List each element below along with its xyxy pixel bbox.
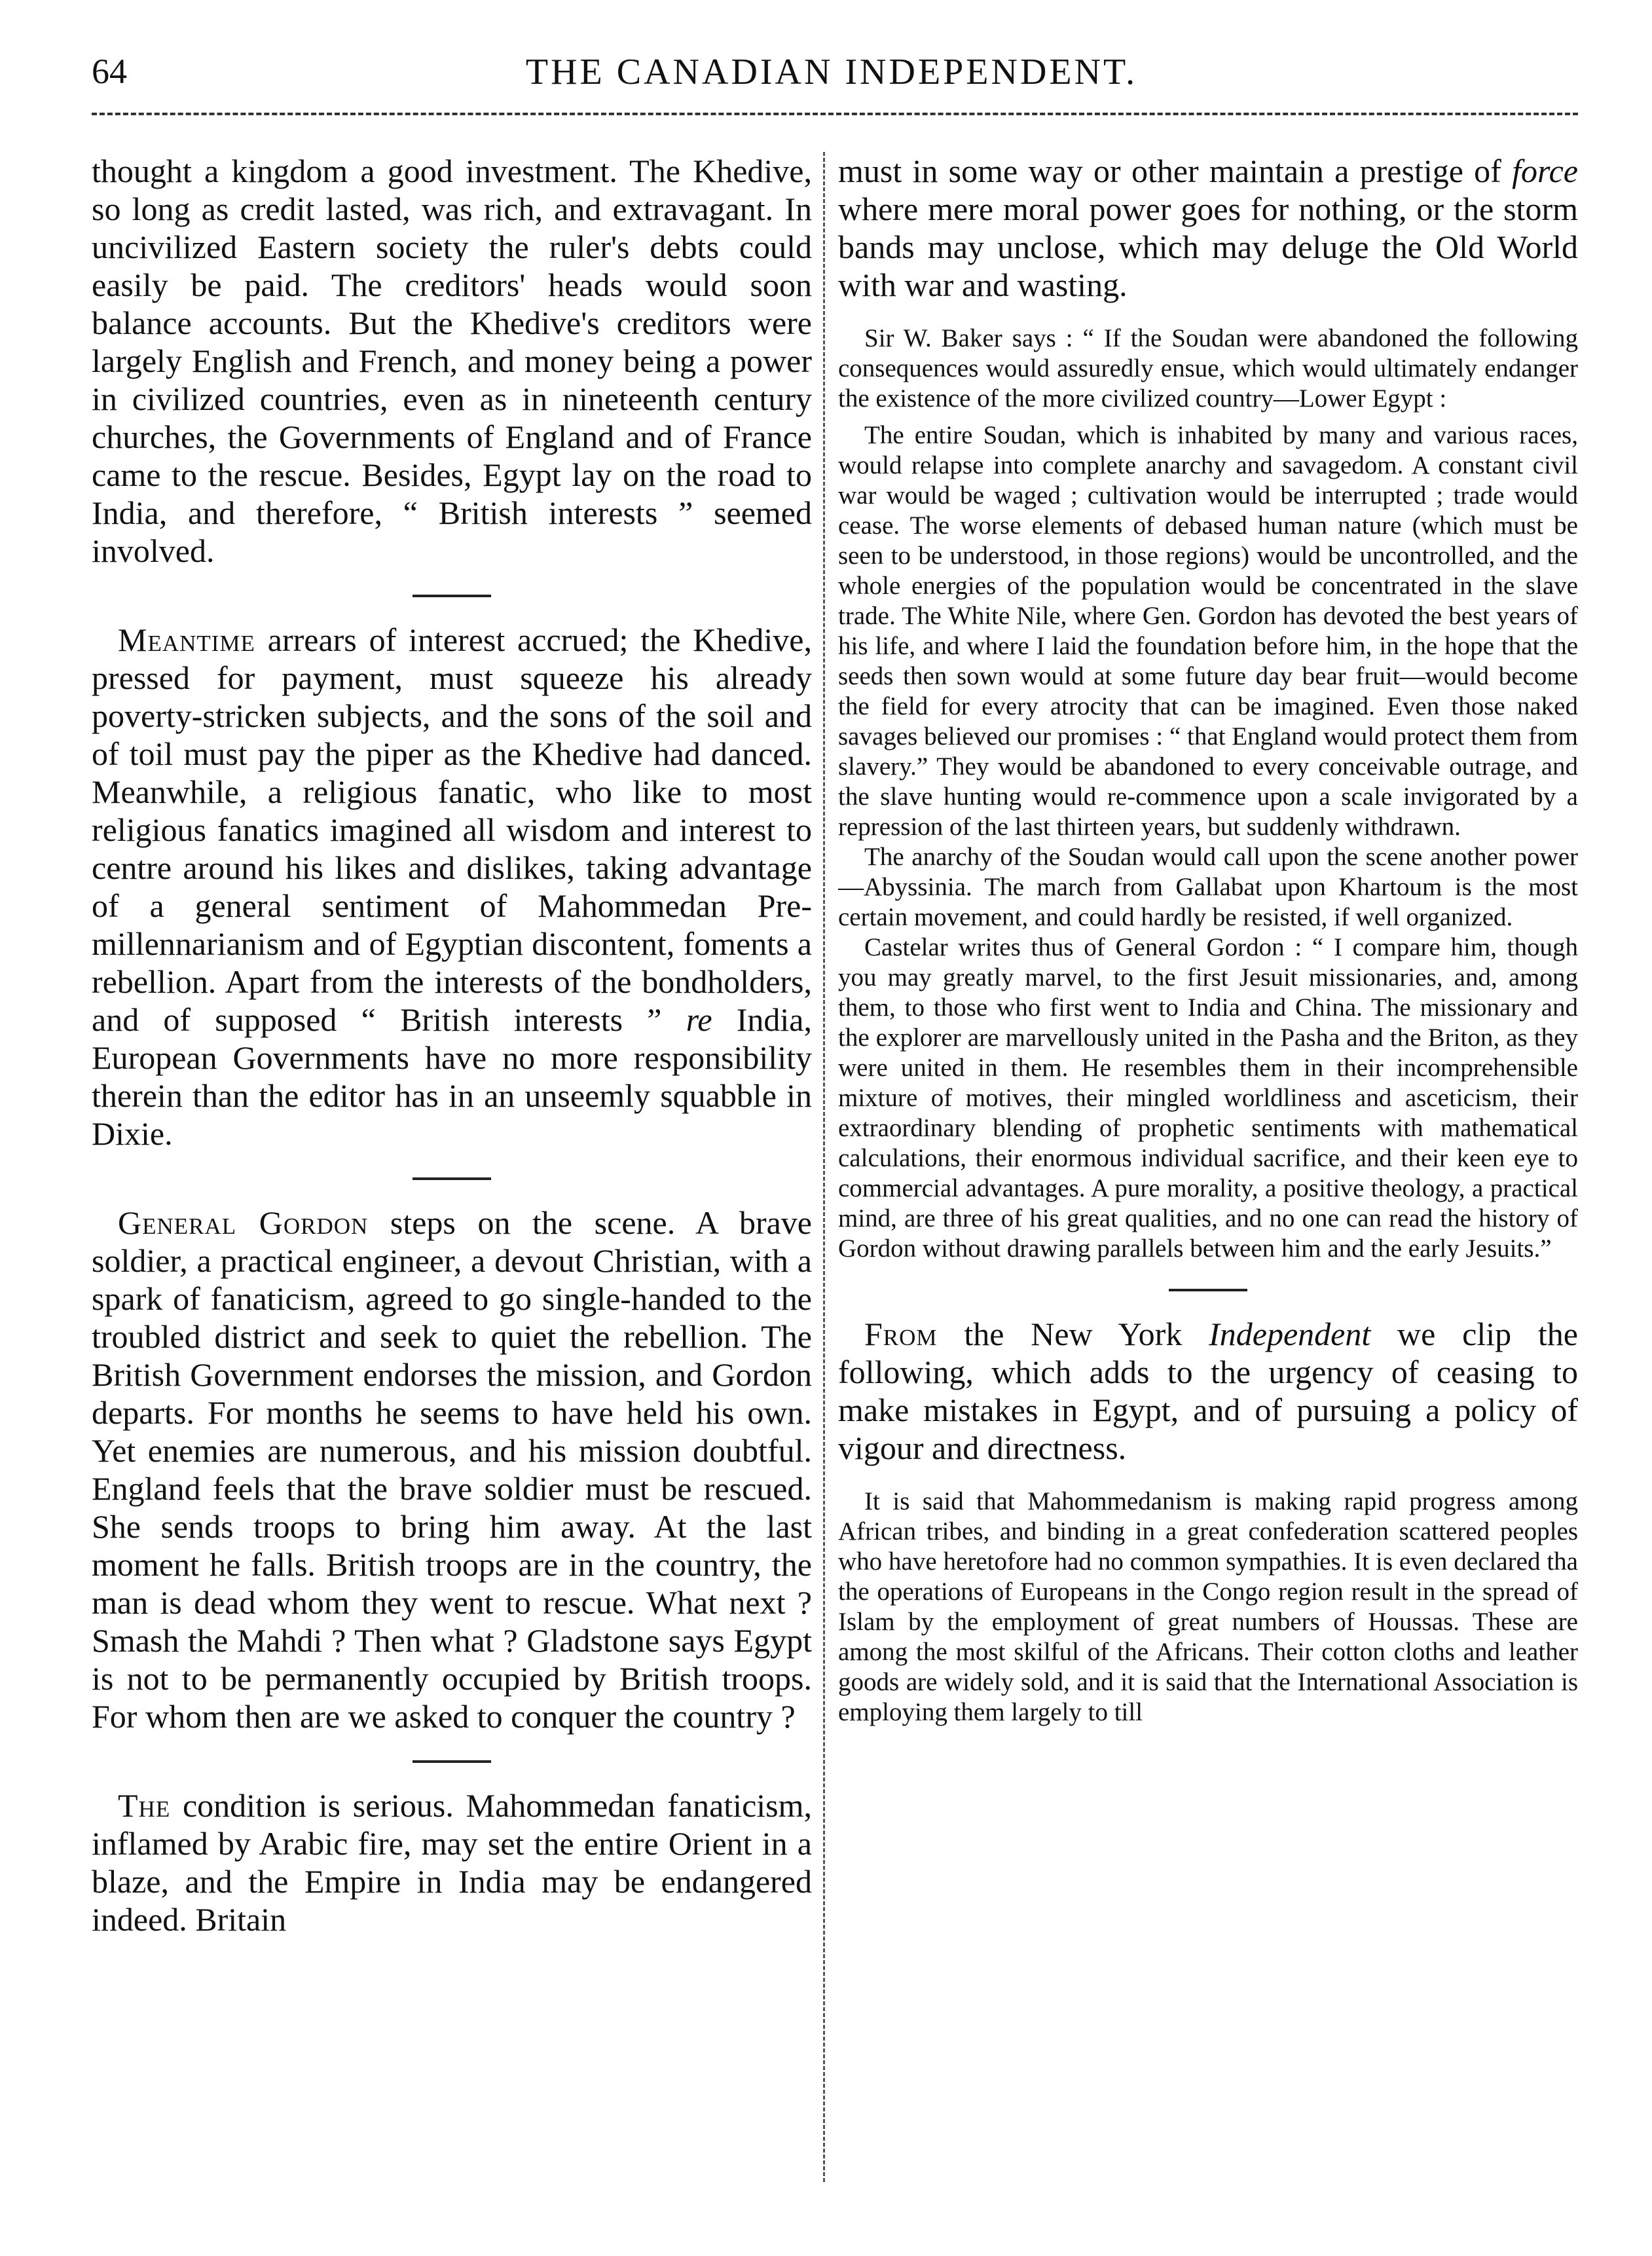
section-separator xyxy=(1169,1289,1247,1291)
spacer xyxy=(838,1467,1578,1487)
left-paragraph-3 xyxy=(92,1204,812,1735)
left-column xyxy=(92,152,812,2215)
left-paragraph-2 xyxy=(92,621,812,1153)
quote-paragraph-3: The anarchy of the Soudan would call upon the scene another power—Abyssinia. The march from Gallabat upon Khartoum is the most certain movement, and could hardly be resisted, if well organized. xyxy=(838,843,1578,931)
section-separator xyxy=(413,1760,491,1763)
right-column xyxy=(838,152,1578,2215)
paragraph-text: arrears of interest accrued; the Khedive, pressed for payment, must squeeze his already poverty-stricken subjects, and the sons of the soil and of toil must pay the piper as the Khedive had danced. Meanwhile, a religious fanatic, who like to most religious fanatics imagined all wisdom and interest to centre around his likes and dislikes, taking advantage of a general sentiment of Mahommedan Pre-millennarianism and of Egyptian discontent, foments a rebellion. Apart from the interests of the bondholders, and of supposed “ British interests ” xyxy=(92,621,812,1038)
page-number: 64 xyxy=(92,52,127,91)
section-separator xyxy=(413,595,491,597)
italic-word: re xyxy=(686,1001,712,1038)
left-paragraph-1: thought a kingdom a good investment. The Khedive, so long as credit lasted, was rich, and extravagant. In uncivilized Eastern society the ruler's debts could easily be paid. The creditors' heads would soon balance accounts. But the Khedive's creditors were largely English and French, and money being a power in civilized countries, even as in nineteenth century churches, the Governments of England and of France came to the rescue. Besides, Egypt lay on the road to India, and therefore, “ British interests ” seemed involved. xyxy=(92,153,812,569)
page-header xyxy=(85,46,1578,98)
running-head: THE CANADIAN INDEPENDENT. xyxy=(525,52,1138,92)
section-separator xyxy=(413,1177,491,1180)
italic-word: Independent xyxy=(1209,1316,1371,1352)
right-paragraph-2 xyxy=(838,1315,1578,1467)
spacer xyxy=(838,304,1578,324)
paragraph-text: steps on the scene. A brave soldier, a practical engineer, a devout Christian, with a spark of fanaticism, agreed to go single-handed to the troubled district and seek to quiet the rebellion. The British Government endorses the mission, and Gordon departs. For months he seems to have held his own. Yet enemies are numerous, and his mission doubtful. England feels that the brave soldier must be rescued. She sends troops to bring him away. At the last moment he falls. British troops are in the country, the man is dead whom they went to rescue. What next ? Smash the Mahdi ? Then what ? Gladstone says Egypt is not to be permanently occupied by British troops. For whom then are we asked to conquer the country ? xyxy=(92,1204,812,1735)
lead-word: The xyxy=(118,1787,171,1824)
quote-paragraph-5: It is said that Mahommedanism is making rapid progress among African tribes, and binding in a great confederation scattered peoples who have heretofore had no common sympathies. It is even declared tha the operations of Europeans in the Congo region result in the spread of Islam by the employment of great numbers of Houssas. These are among the most skilful of the Africans. Their cotton cloths and leather goods are widely sold, and it is said that the International Association is employing them largely to till xyxy=(838,1487,1578,1726)
paragraph-text: the New York xyxy=(937,1316,1209,1352)
quote-paragraph-4: Castelar writes thus of General Gordon : “ I compare him, though you may greatly marvel, to the first Jesuit missionaries, and, among them, to those who first went to India and China. The missionary and the explorer are marvellously united in the Pasha and the Briton, as they were united in them. He resembles them in their incomprehensible mixture of motives, their mingled worldliness and asceticism, their extraordinary blending of prophetic sentiments with mathematical calculations, their enormous individual sacrifice, and their keen eye to commercial advantages. A pure morality, a positive theology, a practical mind, are three of his great qualities, and no one can read the history of Gordon without drawing parallels between him and the early Jesuits.” xyxy=(838,933,1578,1263)
paragraph-text: condition is serious. Mahommedan fanaticism, inflamed by Arabic fire, may set the entire Orient in a blaze, and the Empire in India may be endangered indeed. Britain xyxy=(92,1787,812,1938)
header-rule xyxy=(92,113,1578,115)
spacer xyxy=(838,414,1578,420)
italic-word: force xyxy=(1512,153,1578,189)
paragraph-text-end: where mere moral power goes for nothing, or the storm bands may unclose, which may deluge the Old World with war and wasting. xyxy=(838,191,1578,303)
right-paragraph-1 xyxy=(838,152,1578,304)
left-paragraph-4 xyxy=(92,1786,812,1938)
lead-word: From xyxy=(864,1316,938,1352)
column-divider xyxy=(823,152,825,2182)
paragraph-text-end: India, European Governments have no more responsibility therein than the editor has in an unseemly squabble in Dixie. xyxy=(92,1001,812,1152)
lead-word: General Gordon xyxy=(118,1204,369,1241)
quote-paragraph-2: The entire Soudan, which is inhabited by many and various races, would relapse into complete anarchy and savagedom. A constant civil war would be waged ; cultivation would be interrupted ; trade would cease. The worse elements of debased human nature (which must be seen to be understood, in those regions) would be uncontrolled, and the whole energies of the population would be concentrated in the slave trade. The White Nile, where Gen. Gordon has devoted the best years of his life, and where I laid the foundation before him, in the hope that the seeds then sown would at some future day bear fruit—would become the field for every atrocity that can be imagined. Even those naked savages believed our promises : “ that England would protect them from slavery.” They would be abandoned to every conceivable outrage, and the slave hunting would re-commence upon a scale invigorated by a repression of the last thirteen years, but suddenly withdrawn. xyxy=(838,421,1578,841)
paragraph-text-end: we clip the following, which adds to the urgency of ceasing to make mistakes in Egypt, and of pursuing a policy of vigour and directness. xyxy=(838,1316,1578,1466)
lead-word: Meantime xyxy=(118,621,255,658)
quote-paragraph-1: Sir W. Baker says : “ If the Soudan were abandoned the following consequences would assuredly ensue, which would ultimately endanger the existence of the more civilized country—Lower Egypt : xyxy=(838,324,1578,413)
paragraph-text: must in some way or other maintain a prestige of xyxy=(838,153,1513,189)
